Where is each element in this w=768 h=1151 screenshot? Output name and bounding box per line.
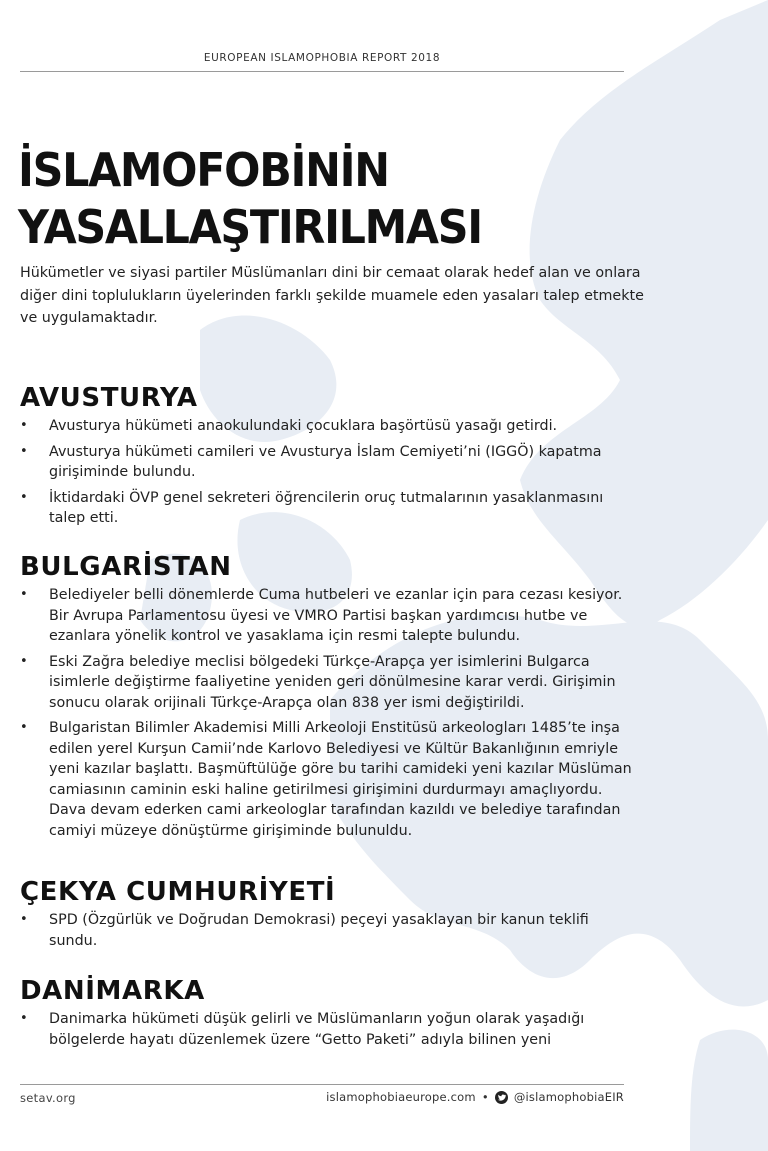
section-czech-republic xyxy=(20,877,635,956)
bullet-list xyxy=(20,910,635,951)
intro-paragraph: Hükümetler ve siyasi partiler Müslümanları dini bir cemaat olarak hedef alan ve onlara diğer dini toplulukların üyelerinden farklı şekilde muamele eden yasaları talep etmekte ve uygulamaktadır. xyxy=(20,265,644,326)
section-heading: ÇEKYA CUMHURİYETİ xyxy=(20,877,336,907)
footer-twitter-handle[interactable]: @islamophobiaEIR xyxy=(513,1090,624,1104)
list-item: • Bulgaristan Bilimler Akademisi Milli Arkeoloji Enstitüsü arkeologları 1485’te inşa edilen yerel Kurşun Camii’nde Karlovo Belediyesi ve Kültür Bakanlığının emriyle yeni kazılar başlattı. Başmüftülüğe göre bu tarihi camideki yeni kazılar Müslüman camiasının caminin eski haline getirilmesi girişimini durdurmayı amaçlıyordu. Dava devam ederken cami arkeologlar tarafından kazıldı ve belediye tarafından camiyi müzeye dönüştürme girişiminde bulunuldu. xyxy=(20,718,635,841)
list-item: • SPD (Özgürlük ve Doğrudan Demokrasi) peçeyi yasaklayan bir kanun teklifi sundu. xyxy=(20,910,635,951)
list-item: • Danimarka hükümeti düşük gelirli ve Müslümanların yoğun olarak yaşadığı bölgelerde hayatı düzenlemek üzere “Getto Paketi” adıyla bilinen yeni xyxy=(20,1009,635,1050)
section-bulgaria xyxy=(20,552,635,846)
section-heading: DANİMARKA xyxy=(20,976,205,1006)
section-denmark xyxy=(20,976,635,1055)
bullet-list xyxy=(20,416,635,529)
footer-website-link[interactable]: islamophobiaeurope.com xyxy=(326,1090,476,1104)
footer-links xyxy=(326,1090,624,1104)
list-item: • Avusturya hükümeti camileri ve Avusturya İslam Cemiyeti’ni (IGGÖ) kapatma girişiminde bulundu. xyxy=(20,442,635,483)
section-austria xyxy=(20,383,635,534)
footer-separator: • xyxy=(481,1090,489,1104)
bullet-list xyxy=(20,1009,635,1050)
page-title-line-1: İSLAMOFOBİNİN xyxy=(18,143,389,197)
twitter-icon xyxy=(495,1091,508,1104)
section-heading: BULGARİSTAN xyxy=(20,552,232,582)
list-item: • Eski Zağra belediye meclisi bölgedeki Türkçe-Arapça yer isimlerini Bulgarca isimlerle değiştirme faaliyetine yeniden geri dönülmesine karar verdi. Girişimin sonucu olarak orijinali Türkçe-Arapça olan 838 yer ismi değiştirildi. xyxy=(20,652,635,714)
list-item: • Belediyeler belli dönemlerde Cuma hutbeleri ve ezanlar için para cezası kesiyor. Bir Avrupa Parlamentosu üyesi ve VMRO Partisi başkan yardımcısı hutbe ve ezanlara yönelik kontrol ve yasaklama için resmi talepte bulundu. xyxy=(20,585,635,647)
footer-site-setav[interactable]: setav.org xyxy=(20,1091,76,1105)
running-header: EUROPEAN ISLAMOPHOBIA REPORT 2018 xyxy=(203,52,441,64)
page-title xyxy=(18,142,482,256)
page-title-line-2: YASALLAŞTIRILMASI xyxy=(18,200,482,254)
bullet-list xyxy=(20,585,635,841)
list-item: • Avusturya hükümeti anaokulundaki çocuklara başörtüsü yasağı getirdi. xyxy=(20,416,635,437)
list-item: • İktidardaki ÖVP genel sekreteri öğrencilerin oruç tutmalarının yasaklanmasını talep etti. xyxy=(20,488,635,529)
footer-divider xyxy=(20,1084,624,1085)
header-divider xyxy=(20,71,624,72)
section-heading: AVUSTURYA xyxy=(20,383,198,413)
